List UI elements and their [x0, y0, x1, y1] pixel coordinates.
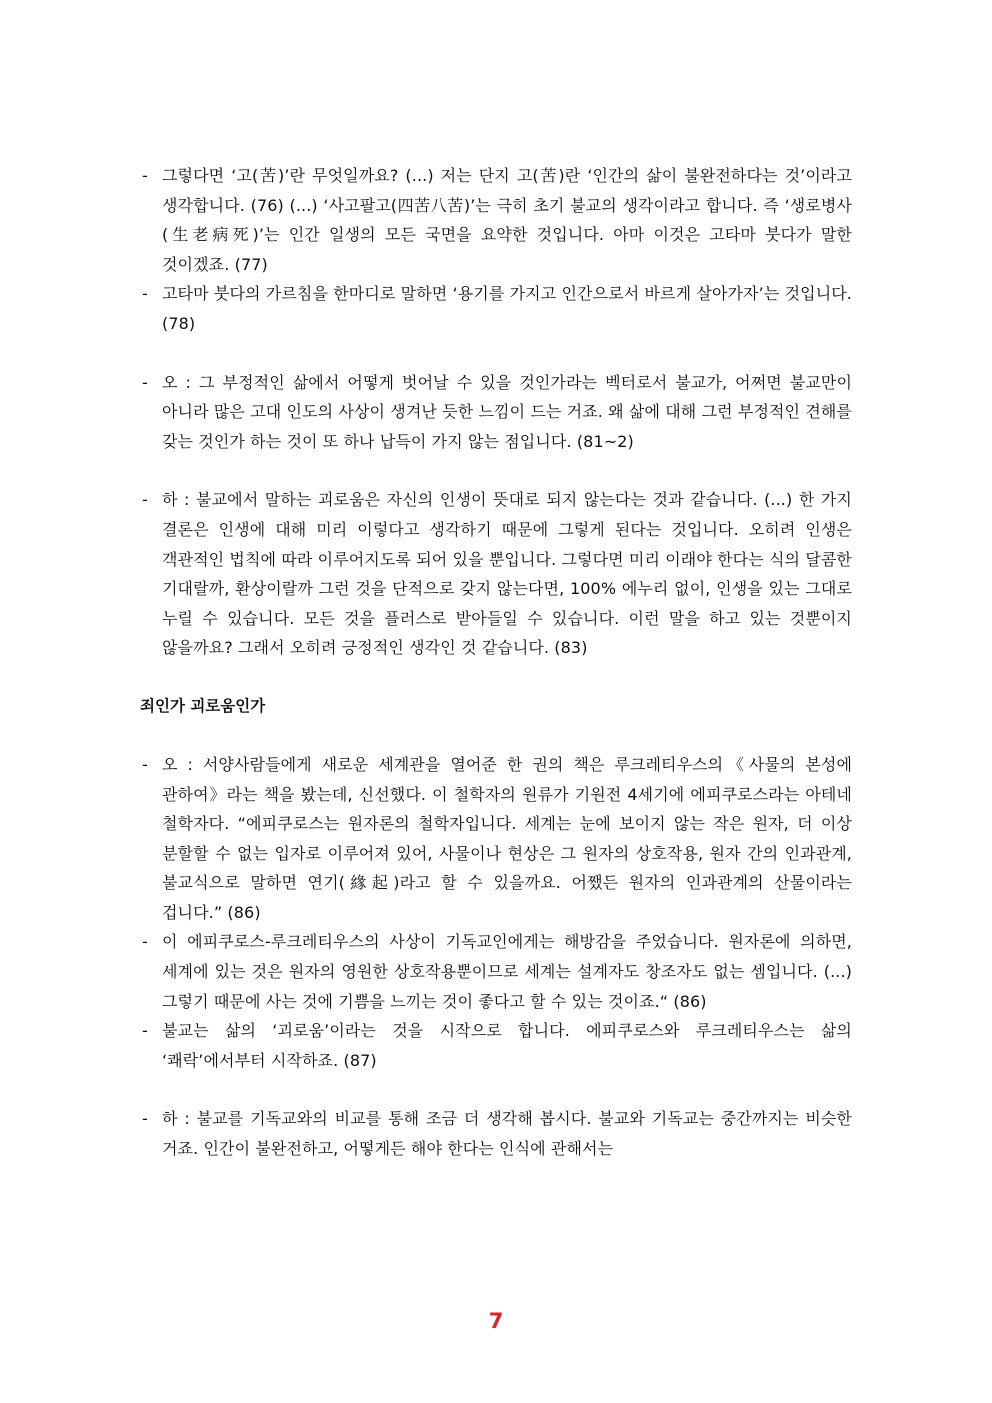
bullet-dash: - — [142, 1109, 148, 1129]
quote-paragraph — [140, 750, 852, 928]
paragraph-spacer — [140, 456, 852, 485]
quote-paragraph — [140, 1104, 852, 1163]
bullet-dash: - — [142, 1021, 148, 1041]
paragraph-text: 그렇다면 ‘고(苦)’란 무엇일까요? (...) 저는 단지 고(苦)란 ‘인간의 삶이 불완전하다는 것’이라고 생각합니다. (76) (...) ‘사고팔고(四苦八苦)’는 극히 초기 불교의 생각이라고 합니다. 즉 ‘생로병사(生老病死)’는 인간 일생의 모든 국면을 요약한 것입니다. 아마 이것은 고타마 붓다가 말한 것이겠죠. (77) — [162, 166, 852, 274]
bullet-dash: - — [142, 754, 148, 774]
bullet-dash: - — [142, 284, 148, 304]
quote-paragraph — [140, 161, 852, 279]
paragraph-spacer — [140, 663, 852, 692]
quote-paragraph — [140, 279, 852, 338]
paragraph-text: 하 : 불교에서 말하는 괴로움은 자신의 인생이 뜻대로 되지 않는다는 것과 같습니다. (...) 한 가지 결론은 인생에 대해 미리 이렇다고 생각하기 때문에 그렇게 된다는 것입니다. 오히려 인생은 객관적인 법칙에 따라 이루어지도록 되어 있을 뿐입니다. 그렇다면 미리 이래야 한다는 식의 달콤한 기대랄까, 환상이랄까 그런 것을 단적으로 갖지 않는다면, 100% 에누리 없이, 인생을 있는 그대로 누릴 수 있습니다. 모든 것을 플러스로 받아들일 수 있습니다. 이런 말을 하고 있는 것뿐이지 않을까요? 그래서 오히려 긍정적인 생각인 것 같습니다. (83) — [162, 490, 852, 658]
paragraph-text: 고타마 붓다의 가르침을 한마디로 말하면 ‘용기를 가지고 인간으로서 바르게 살아가자’는 것입니다. (78) — [162, 284, 852, 333]
quote-paragraph — [140, 927, 852, 1016]
page-number: 7 — [488, 1309, 504, 1333]
paragraph-text: 오 : 서양사람들에게 새로운 세계관을 열어준 한 권의 책은 루크레티우스의《사물의 본성에 관하여》라는 책을 봤는데, 신선했다. 이 철학자의 원류가 기원전 4세기에 에피쿠로스라는 아테네 철학자다. “에피쿠로스는 원자론의 철학자입니다. 세계는 눈에 보이지 않는 작은 원자, 더 이상 분할할 수 없는 입자로 이루어져 있어, 사물이나 현상은 그 원자의 상호작용, 원자 간의 인과관계, 불교식으로 말하면 연기(緣起)라고 할 수 있을까요. 어쨌든 원자의 인과관계의 산물이라는 겁니다.” (86) — [162, 754, 852, 922]
paragraph-spacer — [140, 1075, 852, 1104]
bullet-dash: - — [142, 490, 148, 510]
paragraph-spacer — [140, 721, 852, 750]
paragraph-spacer — [140, 339, 852, 368]
bullet-dash: - — [142, 166, 148, 185]
bullet-dash: - — [142, 932, 148, 952]
bullet-dash: - — [142, 372, 148, 392]
paragraph-text: 오 : 그 부정적인 삶에서 어떻게 벗어날 수 있을 것인가라는 벡터로서 불교가, 어쩌면 불교만이 아니라 많은 고대 인도의 사상이 생겨난 듯한 느낌이 드는 거죠. 왜 삶에 대해 그런 부정적인 견해를 갖는 것인가 하는 것이 또 하나 납득이 가지 않는 점입니다. (81~2) — [162, 372, 852, 451]
section-heading: 죄인가 괴로움인가 — [140, 696, 266, 715]
quote-paragraph — [140, 368, 852, 457]
document-body — [140, 161, 852, 1164]
paragraph-text: 하 : 불교를 기독교와의 비교를 통해 조금 더 생각해 봅시다. 불교와 기독교는 중간까지는 비슷한 거죠. 인간이 불완전하고, 어떻게든 해야 한다는 인식에 관해서는 — [162, 1109, 852, 1159]
paragraph-text: 불교는 삶의 ‘괴로움’이라는 것을 시작으로 합니다. 에피쿠로스와 루크레티우스는 삶의 ‘쾌락’에서부터 시작하죠. (87) — [162, 1021, 852, 1070]
quote-paragraph — [140, 1016, 852, 1075]
quote-paragraph — [140, 485, 852, 663]
paragraph-text: 이 에피쿠로스-루크레티우스의 사상이 기독교인에게는 해방감을 주었습니다. 원자론에 의하면, 세계에 있는 것은 원자의 영원한 상호작용뿐이므로 세계는 설계자도 창조자도 없는 셈입니다. (...) 그렇기 때문에 사는 것에 기쁨을 느끼는 것이 좋다고 할 수 있는 것이죠.“ (86) — [162, 932, 852, 1011]
